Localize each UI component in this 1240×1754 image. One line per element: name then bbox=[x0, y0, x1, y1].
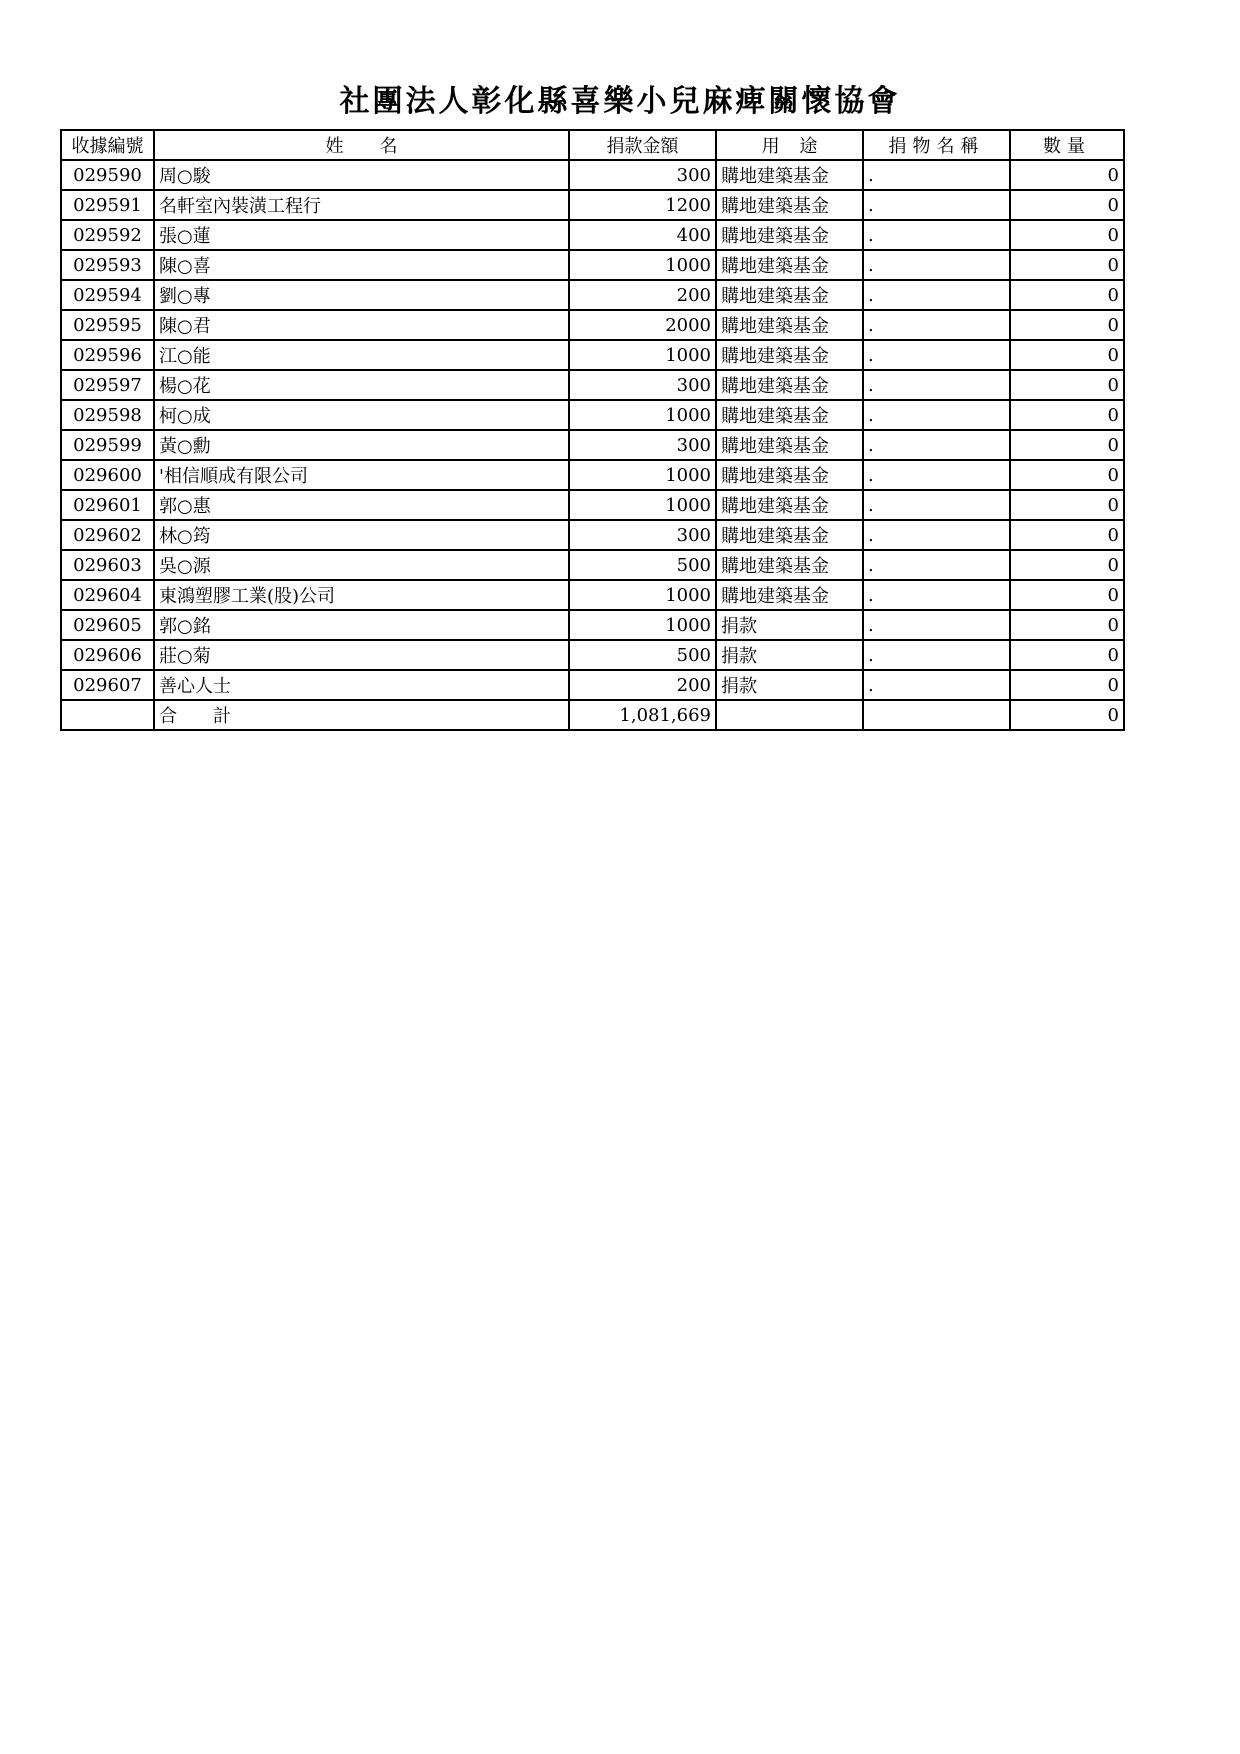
purpose-cell: 購地建築基金 bbox=[716, 310, 863, 340]
item-name-cell: . bbox=[863, 640, 1010, 670]
amount-cell: 1200 bbox=[569, 190, 716, 220]
amount-cell: 1000 bbox=[569, 580, 716, 610]
table-row bbox=[61, 160, 1124, 190]
table-row bbox=[61, 190, 1124, 220]
donor-name-cell: 陳○喜 bbox=[154, 250, 569, 280]
item-name-cell: . bbox=[863, 670, 1010, 700]
receipt-no-cell: 029593 bbox=[61, 250, 154, 280]
item-name-cell: . bbox=[863, 160, 1010, 190]
item-name-cell: . bbox=[863, 460, 1010, 490]
receipt-no-cell: 029592 bbox=[61, 220, 154, 250]
receipt-no-cell: 029601 bbox=[61, 490, 154, 520]
purpose-cell: 購地建築基金 bbox=[716, 490, 863, 520]
receipt-no-cell: 029596 bbox=[61, 340, 154, 370]
total-label: 合 計 bbox=[154, 700, 569, 730]
quantity-cell: 0 bbox=[1010, 520, 1124, 550]
purpose-cell: 購地建築基金 bbox=[716, 370, 863, 400]
item-name-cell: . bbox=[863, 580, 1010, 610]
total-amount: 1,081,669 bbox=[569, 700, 716, 730]
donor-name-cell: 林○筠 bbox=[154, 520, 569, 550]
purpose-cell: 購地建築基金 bbox=[716, 520, 863, 550]
receipt-no-cell: 029602 bbox=[61, 520, 154, 550]
quantity-cell: 0 bbox=[1010, 460, 1124, 490]
donor-name-cell: '相信順成有限公司 bbox=[154, 460, 569, 490]
purpose-cell: 購地建築基金 bbox=[716, 340, 863, 370]
table-row bbox=[61, 250, 1124, 280]
donor-name-cell: 東鴻塑膠工業(股)公司 bbox=[154, 580, 569, 610]
quantity-cell: 0 bbox=[1010, 670, 1124, 700]
receipt-no-cell: 029595 bbox=[61, 310, 154, 340]
amount-cell: 1000 bbox=[569, 340, 716, 370]
amount-cell: 300 bbox=[569, 520, 716, 550]
donor-name-cell: 柯○成 bbox=[154, 400, 569, 430]
receipt-no-cell: 029606 bbox=[61, 640, 154, 670]
donor-name-cell: 黃○勳 bbox=[154, 430, 569, 460]
page-title: 社團法人彰化縣喜樂小兒麻痺關懷協會 bbox=[339, 84, 901, 119]
table-row bbox=[61, 610, 1124, 640]
item-name-cell: . bbox=[863, 520, 1010, 550]
quantity-cell: 0 bbox=[1010, 430, 1124, 460]
table-header-row bbox=[61, 130, 1124, 160]
amount-cell: 300 bbox=[569, 430, 716, 460]
total-quantity: 0 bbox=[1010, 700, 1124, 730]
quantity-cell: 0 bbox=[1010, 610, 1124, 640]
purpose-cell: 購地建築基金 bbox=[716, 400, 863, 430]
donor-name-cell: 郭○惠 bbox=[154, 490, 569, 520]
quantity-cell: 0 bbox=[1010, 370, 1124, 400]
donor-name-cell: 周○駿 bbox=[154, 160, 569, 190]
table-row bbox=[61, 430, 1124, 460]
receipt-no-cell: 029600 bbox=[61, 460, 154, 490]
amount-cell: 300 bbox=[569, 370, 716, 400]
quantity-cell: 0 bbox=[1010, 250, 1124, 280]
purpose-cell: 購地建築基金 bbox=[716, 280, 863, 310]
item-name-cell: . bbox=[863, 430, 1010, 460]
amount-cell: 400 bbox=[569, 220, 716, 250]
table-row bbox=[61, 310, 1124, 340]
amount-cell: 2000 bbox=[569, 310, 716, 340]
purpose-cell: 購地建築基金 bbox=[716, 550, 863, 580]
purpose-cell: 購地建築基金 bbox=[716, 460, 863, 490]
quantity-cell: 0 bbox=[1010, 400, 1124, 430]
purpose-cell: 捐款 bbox=[716, 670, 863, 700]
amount-cell: 200 bbox=[569, 280, 716, 310]
donor-name-cell: 郭○銘 bbox=[154, 610, 569, 640]
donor-name-cell: 名軒室內裝潢工程行 bbox=[154, 190, 569, 220]
receipt-no-cell: 029603 bbox=[61, 550, 154, 580]
donor-name-cell: 莊○菊 bbox=[154, 640, 569, 670]
donor-name-cell: 楊○花 bbox=[154, 370, 569, 400]
quantity-cell: 0 bbox=[1010, 280, 1124, 310]
donor-name-cell: 江○能 bbox=[154, 340, 569, 370]
total-purpose-cell bbox=[716, 700, 863, 730]
header-purpose: 用 途 bbox=[716, 130, 863, 160]
amount-cell: 1000 bbox=[569, 250, 716, 280]
amount-cell: 500 bbox=[569, 640, 716, 670]
purpose-cell: 購地建築基金 bbox=[716, 160, 863, 190]
purpose-cell: 購地建築基金 bbox=[716, 220, 863, 250]
header-receipt-no: 收據編號 bbox=[61, 130, 154, 160]
quantity-cell: 0 bbox=[1010, 490, 1124, 520]
donor-name-cell: 吳○源 bbox=[154, 550, 569, 580]
item-name-cell: . bbox=[863, 310, 1010, 340]
donor-name-cell: 善心人士 bbox=[154, 670, 569, 700]
amount-cell: 1000 bbox=[569, 460, 716, 490]
item-name-cell: . bbox=[863, 400, 1010, 430]
quantity-cell: 0 bbox=[1010, 310, 1124, 340]
receipt-no-cell: 029599 bbox=[61, 430, 154, 460]
amount-cell: 300 bbox=[569, 160, 716, 190]
header-quantity: 數量 bbox=[1010, 130, 1124, 160]
quantity-cell: 0 bbox=[1010, 550, 1124, 580]
table-row bbox=[61, 580, 1124, 610]
table-row bbox=[61, 490, 1124, 520]
item-name-cell: . bbox=[863, 220, 1010, 250]
donor-name-cell: 張○蓮 bbox=[154, 220, 569, 250]
item-name-cell: . bbox=[863, 610, 1010, 640]
receipt-no-cell: 029597 bbox=[61, 370, 154, 400]
receipt-no-cell: 029591 bbox=[61, 190, 154, 220]
table-row bbox=[61, 460, 1124, 490]
purpose-cell: 購地建築基金 bbox=[716, 430, 863, 460]
amount-cell: 1000 bbox=[569, 400, 716, 430]
item-name-cell: . bbox=[863, 190, 1010, 220]
receipt-no-cell: 029590 bbox=[61, 160, 154, 190]
purpose-cell: 捐款 bbox=[716, 640, 863, 670]
amount-cell: 1000 bbox=[569, 610, 716, 640]
header-amount: 捐款金額 bbox=[569, 130, 716, 160]
receipt-no-cell: 029605 bbox=[61, 610, 154, 640]
item-name-cell: . bbox=[863, 340, 1010, 370]
header-name: 姓 名 bbox=[154, 130, 569, 160]
quantity-cell: 0 bbox=[1010, 190, 1124, 220]
table-row bbox=[61, 640, 1124, 670]
amount-cell: 200 bbox=[569, 670, 716, 700]
purpose-cell: 捐款 bbox=[716, 610, 863, 640]
receipt-no-cell: 029604 bbox=[61, 580, 154, 610]
quantity-cell: 0 bbox=[1010, 220, 1124, 250]
item-name-cell: . bbox=[863, 490, 1010, 520]
quantity-cell: 0 bbox=[1010, 640, 1124, 670]
table-row bbox=[61, 220, 1124, 250]
total-row bbox=[61, 700, 1124, 730]
table-row bbox=[61, 280, 1124, 310]
amount-cell: 500 bbox=[569, 550, 716, 580]
receipt-no-cell: 029607 bbox=[61, 670, 154, 700]
purpose-cell: 購地建築基金 bbox=[716, 190, 863, 220]
purpose-cell: 購地建築基金 bbox=[716, 250, 863, 280]
table-row bbox=[61, 340, 1124, 370]
quantity-cell: 0 bbox=[1010, 580, 1124, 610]
donor-name-cell: 陳○君 bbox=[154, 310, 569, 340]
quantity-cell: 0 bbox=[1010, 160, 1124, 190]
table-row bbox=[61, 400, 1124, 430]
receipt-no-cell: 029594 bbox=[61, 280, 154, 310]
donation-table bbox=[60, 129, 1125, 731]
quantity-cell: 0 bbox=[1010, 340, 1124, 370]
item-name-cell: . bbox=[863, 550, 1010, 580]
amount-cell: 1000 bbox=[569, 490, 716, 520]
header-item-name: 捐物名稱 bbox=[863, 130, 1010, 160]
item-name-cell: . bbox=[863, 250, 1010, 280]
item-name-cell: . bbox=[863, 370, 1010, 400]
total-no-cell bbox=[61, 700, 154, 730]
total-item-cell bbox=[863, 700, 1010, 730]
table-row bbox=[61, 520, 1124, 550]
table-row bbox=[61, 670, 1124, 700]
table-row bbox=[61, 550, 1124, 580]
donor-name-cell: 劉○專 bbox=[154, 280, 569, 310]
purpose-cell: 購地建築基金 bbox=[716, 580, 863, 610]
item-name-cell: . bbox=[863, 280, 1010, 310]
table-row bbox=[61, 370, 1124, 400]
receipt-no-cell: 029598 bbox=[61, 400, 154, 430]
